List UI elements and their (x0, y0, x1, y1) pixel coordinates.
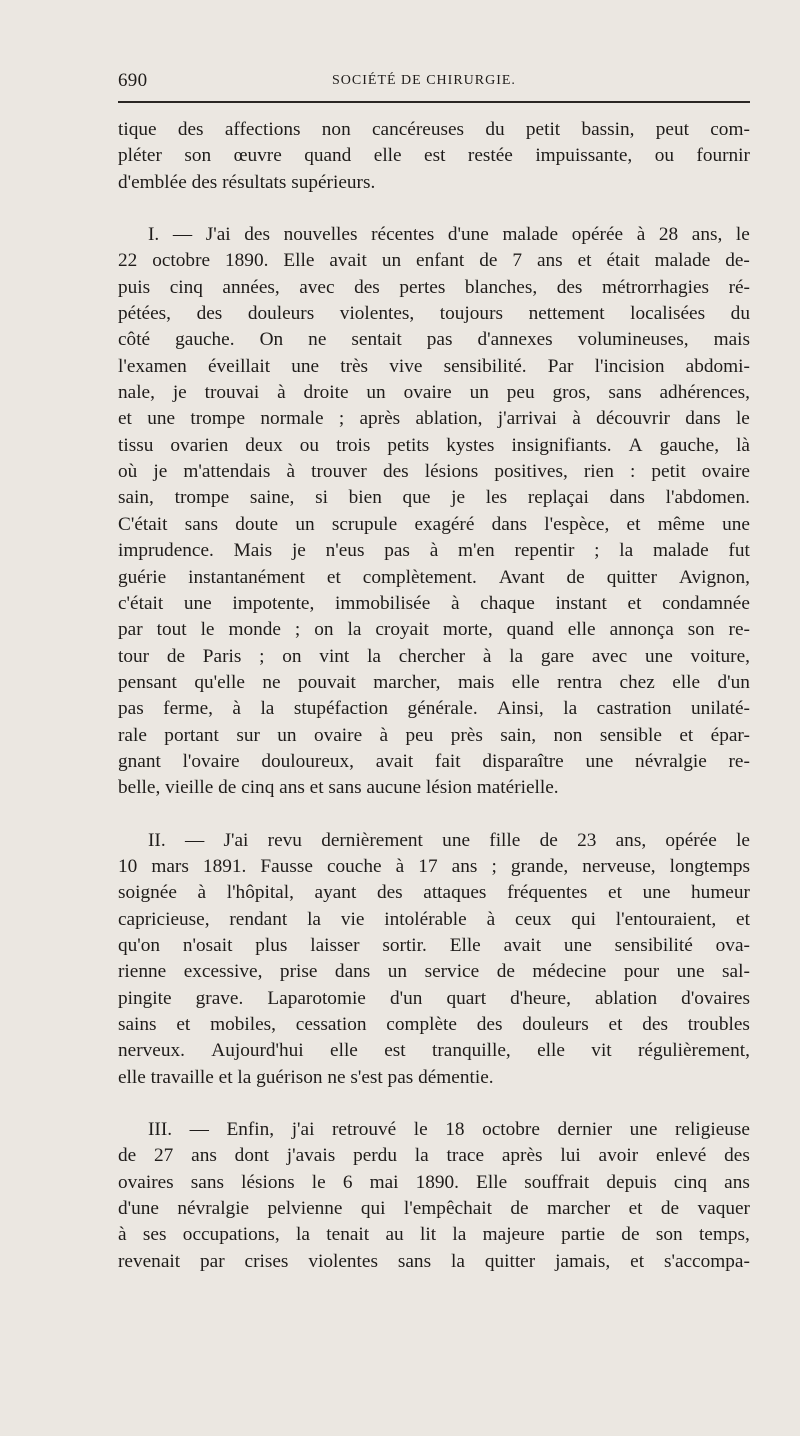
running-title: SOCIÉTÉ DE CHIRURGIE. (332, 73, 516, 88)
text-line: pingite grave. Laparotomie d'un quart d'heure, ablation d'ovaires (118, 987, 750, 1009)
text-line: pensant qu'elle ne pouvait marcher, mais elle rentra chez elle d'un (118, 671, 750, 693)
page-number: 690 (118, 70, 148, 91)
text-line: tour de Paris ; on vint la chercher à la gare avec une voiture, (118, 645, 750, 667)
text-line: capricieuse, rendant la vie intolérable à ceux qui l'entouraient, et (118, 908, 750, 930)
text-line: tique des affections non cancéreuses du petit bassin, peut com- (118, 119, 750, 140)
text-line: d'emblée des résultats supérieurs. (118, 171, 376, 193)
paragraph-case-3 (118, 1117, 750, 1275)
text-line: pléter son œuvre quand elle est restée impuissante, ou fournir (118, 145, 750, 167)
text-line: 10 mars 1891. Fausse couche à 17 ans ; grande, nerveuse, longtemps (118, 855, 750, 877)
text-line: I. — J'ai des nouvelles récentes d'une malade opérée à 28 ans, le (148, 224, 750, 246)
text-line: côté gauche. On ne sentait pas d'annexes volumineuses, mais (118, 329, 750, 351)
paragraph-case-1 (118, 222, 750, 802)
text-line: d'une névralgie pelvienne qui l'empêchait de marcher et de vaquer (118, 1198, 750, 1220)
header-rule (118, 101, 750, 103)
text-line: puis cinq années, avec des pertes blanches, des métrorrhagies ré- (118, 276, 750, 298)
text-line: ovaires sans lésions le 6 mai 1890. Elle souffrait depuis cinq ans (118, 1171, 750, 1193)
text-line: c'était une impotente, immobilisée à chaque instant et condamnée (118, 592, 750, 614)
text-line: qu'on n'osait plus laisser sortir. Elle avait une sensibilité ova- (118, 934, 750, 956)
body-text (118, 117, 750, 1275)
text-line: guérie instantanément et complètement. Avant de quitter Avignon, (118, 566, 750, 588)
text-line: nerveux. Aujourd'hui elle est tranquille, elle vit régulièrement, (118, 1040, 750, 1062)
text-line: rienne excessive, prise dans un service de médecine pour une sal- (118, 961, 750, 983)
page-header (118, 70, 750, 100)
text-line: 22 octobre 1890. Elle avait un enfant de 7 ans et était malade de- (118, 250, 750, 272)
text-line: de 27 ans dont j'avais perdu la trace après lui avoir enlevé des (118, 1145, 750, 1167)
text-line: elle travaille et la guérison ne s'est pas démentie. (118, 1066, 494, 1088)
text-line: revenait par crises violentes sans la quitter jamais, et s'accompa- (118, 1250, 750, 1272)
text-line: et une trompe normale ; après ablation, j'arrivai à découvrir dans le (118, 408, 750, 430)
text-line: l'examen éveillait une très vive sensibilité. Par l'incision abdomi- (118, 355, 750, 377)
text-line: imprudence. Mais je n'eus pas à m'en repentir ; la malade fut (118, 540, 750, 562)
paragraph-case-2 (118, 828, 750, 1091)
text-line: pas ferme, à la stupéfaction générale. Ainsi, la castration unilaté- (118, 698, 750, 720)
text-line: sain, trompe saine, si bien que je les replaçai dans l'abdomen. (118, 487, 750, 509)
text-line: par tout le monde ; on la croyait morte, quand elle annonça son re- (118, 619, 750, 641)
text-line: tissu ovarien deux ou trois petits kystes insignifiants. A gauche, là (118, 434, 750, 456)
text-line: III. — Enfin, j'ai retrouvé le 18 octobre dernier une religieuse (148, 1119, 750, 1141)
text-line: sains et mobiles, cessation complète des douleurs et des troubles (118, 1014, 750, 1035)
text-line: pétées, des douleurs violentes, toujours nettement localisées du (118, 303, 750, 325)
text-line: où je m'attendais à trouver des lésions positives, rien : petit ovaire (118, 461, 750, 483)
text-line: belle, vieille de cinq ans et sans aucune lésion matérielle. (118, 777, 559, 799)
text-line: à ses occupations, la tenait au lit la majeure partie de son temps, (118, 1224, 750, 1246)
text-line: gnant l'ovaire douloureux, avait fait disparaître une névralgie re- (118, 750, 750, 772)
text-line: rale portant sur un ovaire à peu près sain, non sensible et épar- (118, 724, 750, 746)
paragraph (118, 117, 750, 196)
text-line: soignée à l'hôpital, ayant des attaques fréquentes et une humeur (118, 882, 750, 904)
text-line: II. — J'ai revu dernièrement une fille de 23 ans, opérée le (148, 829, 750, 851)
text-line: C'était sans doute un scrupule exagéré dans l'espèce, et même une (118, 513, 750, 535)
text-line: nale, je trouvai à droite un ovaire un peu gros, sans adhérences, (118, 382, 750, 404)
